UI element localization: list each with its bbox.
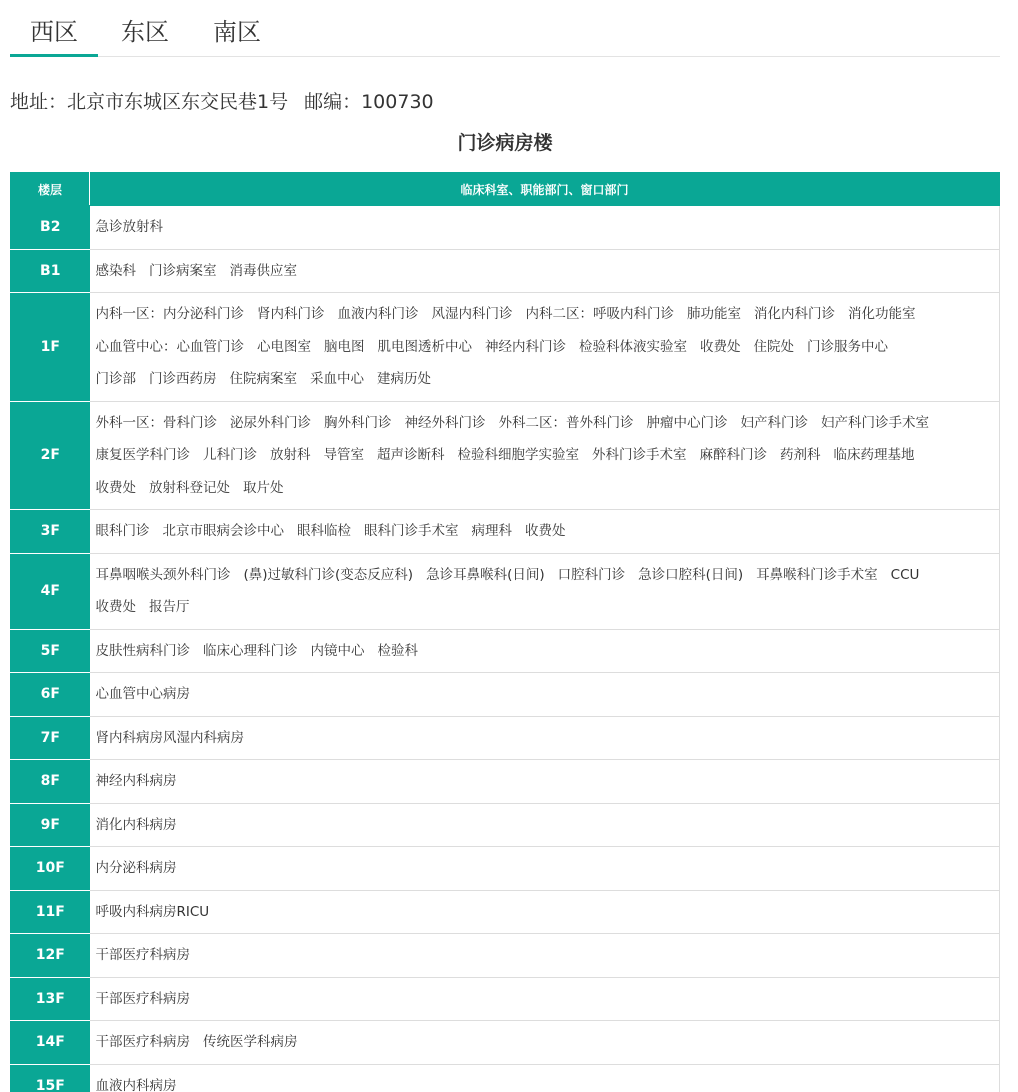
department-list bbox=[90, 977, 1000, 1021]
department-item: 药剂科 bbox=[780, 447, 821, 463]
department-list bbox=[90, 629, 1000, 673]
department-list bbox=[90, 401, 1000, 510]
tab-west[interactable]: 西区 bbox=[30, 18, 78, 46]
department-line bbox=[96, 255, 994, 288]
table-row bbox=[11, 977, 1000, 1021]
department-line bbox=[96, 983, 994, 1016]
floor-label: 1F bbox=[11, 293, 90, 402]
floor-label: 14F bbox=[11, 1021, 90, 1065]
department-item: 神经内科病房 bbox=[95, 773, 177, 789]
department-item: 消化功能室 bbox=[848, 306, 916, 322]
department-line bbox=[96, 939, 994, 972]
department-list bbox=[90, 553, 1000, 629]
department-item: 建病历处 bbox=[377, 371, 431, 387]
department-line bbox=[96, 331, 994, 364]
department-line bbox=[96, 1026, 994, 1059]
department-list bbox=[90, 1064, 1000, 1092]
department-item: 消化内科病房 bbox=[95, 816, 177, 833]
department-line bbox=[96, 211, 994, 244]
table-row bbox=[11, 673, 1000, 717]
table-row bbox=[11, 1064, 1000, 1092]
table-row bbox=[11, 890, 1000, 934]
table-body bbox=[11, 206, 1000, 1092]
department-item: 收费处 bbox=[700, 338, 741, 355]
floor-label: 2F bbox=[11, 401, 90, 510]
department-item: 检验科细胞学实验室 bbox=[457, 447, 579, 463]
department-item: 急诊放射科 bbox=[95, 219, 163, 235]
table-row bbox=[11, 206, 1000, 250]
department-item: 导管室 bbox=[323, 447, 364, 463]
table-header-row bbox=[11, 173, 1000, 206]
department-line bbox=[96, 363, 994, 396]
department-line bbox=[96, 896, 994, 929]
table-row bbox=[11, 401, 1000, 510]
department-item: 干部医疗科病房 bbox=[95, 1034, 190, 1050]
department-line bbox=[96, 635, 994, 668]
department-list bbox=[90, 760, 1000, 804]
floor-label: 4F bbox=[11, 553, 90, 629]
department-line bbox=[96, 439, 994, 472]
department-item: 内分泌科病房 bbox=[95, 860, 177, 876]
department-item: 门诊病案室 bbox=[149, 262, 217, 279]
department-item: 门诊部 bbox=[95, 371, 136, 387]
table-row bbox=[11, 553, 1000, 629]
department-item: (鼻)过敏科门诊(变态反应科) bbox=[243, 566, 414, 583]
department-item: 耳鼻喉科门诊手术室 bbox=[756, 566, 878, 583]
table-row bbox=[11, 629, 1000, 673]
department-item: 心血管中心：心血管门诊 bbox=[95, 338, 244, 355]
department-line bbox=[96, 559, 994, 592]
building-title: 门诊病房楼 bbox=[457, 132, 553, 154]
floor-label: 12F bbox=[11, 934, 90, 978]
address-line bbox=[10, 88, 434, 116]
table-row bbox=[11, 803, 1000, 847]
table-row bbox=[11, 293, 1000, 402]
department-list bbox=[90, 716, 1000, 760]
department-item: 外科二区：普外科门诊 bbox=[498, 414, 634, 431]
department-item: 康复医学科门诊 bbox=[95, 447, 190, 463]
floor-label: 10F bbox=[11, 847, 90, 891]
header-floor: 楼层 bbox=[11, 173, 90, 206]
department-item: 收费处 bbox=[95, 479, 136, 496]
department-item: 内镜中心 bbox=[310, 642, 365, 659]
table-row bbox=[11, 847, 1000, 891]
department-item: 超声诊断科 bbox=[377, 447, 445, 463]
department-line bbox=[96, 1070, 994, 1092]
department-line bbox=[96, 591, 994, 624]
department-item: 肺功能室 bbox=[687, 306, 741, 322]
department-item: 肌电图透析中心 bbox=[377, 338, 472, 355]
table-row bbox=[11, 1021, 1000, 1065]
floor-label: 9F bbox=[11, 803, 90, 847]
department-list bbox=[90, 1021, 1000, 1065]
department-line bbox=[96, 515, 994, 548]
table-row bbox=[11, 249, 1000, 293]
department-item: 妇产科门诊 bbox=[740, 414, 808, 431]
table-row bbox=[11, 934, 1000, 978]
department-list bbox=[90, 890, 1000, 934]
floor-label: 15F bbox=[11, 1064, 90, 1092]
department-item: 神经外科门诊 bbox=[404, 414, 486, 431]
department-item: 皮肤性病科门诊 bbox=[95, 642, 190, 659]
floor-label: B1 bbox=[11, 249, 90, 293]
department-item: 血液内科病房 bbox=[95, 1077, 177, 1092]
department-item: 干部医疗科病房 bbox=[95, 990, 190, 1007]
department-item: 住院病案室 bbox=[229, 371, 297, 387]
department-item: 妇产科门诊手术室 bbox=[821, 414, 929, 431]
table-row bbox=[11, 760, 1000, 804]
floor-label: 5F bbox=[11, 629, 90, 673]
department-line bbox=[96, 678, 994, 711]
department-item: 放射科 bbox=[270, 447, 311, 463]
department-list bbox=[90, 206, 1000, 250]
floor-label: 11F bbox=[11, 890, 90, 934]
department-list bbox=[90, 847, 1000, 891]
department-line bbox=[96, 809, 994, 842]
department-item: 干部医疗科病房 bbox=[95, 947, 190, 963]
department-list bbox=[90, 673, 1000, 717]
floor-label: 13F bbox=[11, 977, 90, 1021]
tab-south[interactable]: 南区 bbox=[213, 18, 261, 46]
department-item: 眼科门诊 bbox=[95, 523, 150, 539]
department-item: 心电图室 bbox=[257, 338, 311, 355]
department-item: 采血中心 bbox=[310, 371, 364, 387]
department-item: 肾内科病房风湿内科病房 bbox=[95, 729, 244, 746]
department-item: 风湿内科门诊 bbox=[431, 306, 513, 322]
department-item: 报告厅 bbox=[149, 599, 190, 615]
floor-label: 7F bbox=[11, 716, 90, 760]
department-item: 消化内科门诊 bbox=[754, 306, 835, 322]
department-item: 急诊口腔科(日间) bbox=[638, 566, 744, 583]
department-item: 眼科临检 bbox=[297, 523, 351, 539]
department-item: 内科一区：内分泌科门诊 bbox=[95, 306, 244, 322]
department-item: 北京市眼病会诊中心 bbox=[162, 523, 284, 539]
department-item: 住院处 bbox=[753, 338, 794, 355]
department-item: 急诊耳鼻喉科(日间) bbox=[426, 566, 545, 583]
department-item: 血液内科门诊 bbox=[337, 306, 419, 322]
department-item: 感染科 bbox=[95, 262, 136, 279]
department-item: 脑电图 bbox=[324, 338, 365, 355]
department-list bbox=[90, 249, 1000, 293]
zip-code: 邮编：100730 bbox=[304, 91, 434, 113]
department-line bbox=[96, 407, 994, 440]
table-row bbox=[11, 510, 1000, 554]
department-item: 胸外科门诊 bbox=[324, 414, 392, 431]
floor-label: B2 bbox=[11, 206, 90, 250]
department-item: 外科一区：骨科门诊 bbox=[95, 414, 217, 431]
department-list bbox=[90, 803, 1000, 847]
department-line bbox=[96, 852, 994, 885]
department-line bbox=[96, 765, 994, 798]
floor-label: 3F bbox=[11, 510, 90, 554]
table-row bbox=[11, 716, 1000, 760]
department-line bbox=[96, 298, 994, 331]
department-item: 呼吸内科病房RICU bbox=[95, 903, 210, 920]
department-item: 内科二区：呼吸内科门诊 bbox=[525, 306, 674, 322]
address-text: 地址：北京市东城区东交民巷1号 bbox=[10, 91, 289, 113]
department-item: 门诊服务中心 bbox=[807, 338, 888, 355]
department-item: 临床心理科门诊 bbox=[203, 642, 298, 659]
active-tab-indicator bbox=[10, 54, 98, 57]
department-item: 临床药理基地 bbox=[833, 447, 915, 463]
header-departments: 临床科室、职能部门、窗口部门 bbox=[90, 173, 1000, 206]
department-list bbox=[90, 293, 1000, 402]
department-item: 病理科 bbox=[471, 523, 512, 539]
department-item: 眼科门诊手术室 bbox=[364, 523, 459, 539]
department-item: 肾内科门诊 bbox=[257, 306, 325, 322]
floor-directory-table bbox=[10, 172, 1000, 1092]
area-tabs bbox=[10, 0, 1000, 57]
department-item: 泌尿外科门诊 bbox=[230, 414, 311, 431]
department-item: 检验科 bbox=[377, 642, 418, 659]
department-item: 口腔科门诊 bbox=[557, 566, 626, 583]
department-line bbox=[96, 722, 994, 755]
department-item: 肿瘤中心门诊 bbox=[646, 414, 728, 431]
department-item: CCU bbox=[890, 566, 920, 583]
department-list bbox=[90, 934, 1000, 978]
department-item: 收费处 bbox=[525, 523, 566, 539]
department-item: 检验科体液实验室 bbox=[579, 338, 687, 355]
department-item: 放射科登记处 bbox=[149, 479, 230, 496]
department-item: 取片处 bbox=[243, 479, 284, 496]
department-item: 传统医学科病房 bbox=[203, 1034, 298, 1050]
department-item: 耳鼻咽喉头颈外科门诊 bbox=[95, 566, 231, 583]
department-item: 儿科门诊 bbox=[203, 447, 257, 463]
department-item: 门诊西药房 bbox=[149, 371, 217, 387]
department-item: 外科门诊手术室 bbox=[592, 447, 687, 463]
department-item: 收费处 bbox=[95, 599, 136, 615]
department-item: 神经内科门诊 bbox=[485, 338, 566, 355]
tab-east[interactable]: 东区 bbox=[121, 18, 169, 46]
floor-label: 8F bbox=[11, 760, 90, 804]
floor-label: 6F bbox=[11, 673, 90, 717]
department-item: 心血管中心病房 bbox=[95, 686, 190, 702]
department-line bbox=[96, 472, 994, 505]
department-item: 麻醉科门诊 bbox=[699, 447, 767, 463]
department-list bbox=[90, 510, 1000, 554]
department-item: 消毒供应室 bbox=[229, 262, 297, 279]
